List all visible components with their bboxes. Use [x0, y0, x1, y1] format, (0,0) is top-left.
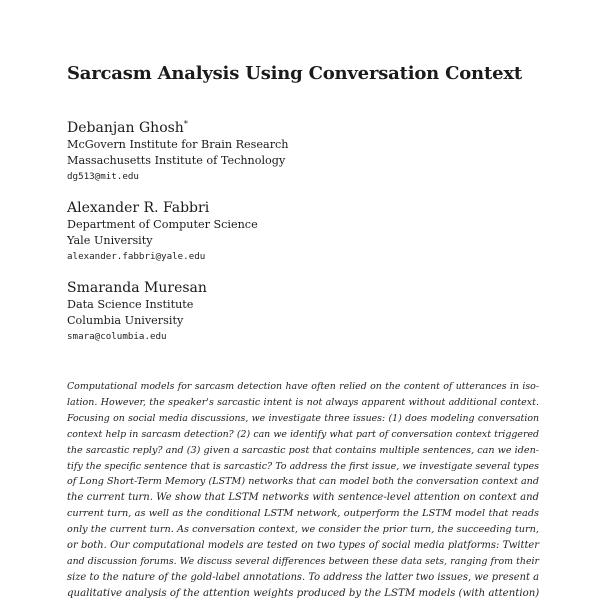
- author-name-text: Smaranda Muresan: [67, 280, 207, 296]
- author-email: alexander.fabbri@yale.edu: [67, 251, 206, 262]
- abstract-line: qualitative analysis of the attention weights produced by the LSTM models (with attention): [67, 587, 540, 599]
- author-affiliation: Department of Computer Science: [67, 218, 258, 231]
- abstract-line: lation. However, the speaker's sarcastic intent is not always apparent without additional context.: [67, 396, 539, 408]
- paper-title: Sarcasm Analysis Using Conversation Context: [67, 63, 522, 84]
- author-affiliation: Data Science Institute: [67, 298, 194, 311]
- author-affiliation: McGovern Institute for Brain Research: [67, 138, 289, 151]
- abstract-line: only the current turn. As conversation context, we consider the prior turn, the succeeding turn,: [67, 524, 539, 536]
- abstract-line: size to the nature of the gold-label annotations. To address the latter two issues, we present a: [67, 571, 539, 583]
- author-block: [67, 199, 258, 264]
- footnote-mark: *: [183, 119, 188, 129]
- abstract-line: Focusing on social media discussions, we investigate three issues: (1) does modeling conversation: [67, 412, 539, 424]
- author-name-text: Debanjan Ghosh: [67, 120, 184, 136]
- author-email: dg513@mit.edu: [67, 171, 139, 182]
- abstract-line: of Long Short-Term Memory (LSTM) networks that can model both the conversation context and: [67, 476, 539, 488]
- author-name-text: Alexander R. Fabbri: [67, 200, 210, 216]
- abstract-line: the sarcastic reply? and (3) given a sarcastic post that contains multiple sentences, can we iden-: [67, 444, 539, 456]
- author-block: [67, 279, 207, 344]
- author-affiliation: Columbia University: [67, 314, 184, 327]
- abstract-line: Computational models for sarcasm detection have often relied on the content of utterances in iso-: [67, 381, 539, 392]
- author-affiliation: Massachusetts Institute of Technology: [67, 154, 286, 167]
- abstract-line: or both. Our computational models are tested on two types of social media platforms: Twitter: [67, 540, 539, 552]
- abstract-line: context help in sarcasm detection? (2) can we identify what part of conversation context triggered: [67, 428, 539, 440]
- author-affiliation: Yale University: [67, 234, 153, 247]
- author-block: [67, 119, 289, 184]
- author-name: [67, 279, 207, 297]
- abstract-line: and discussion forums. We discuss several differences between these data sets, ranging from their: [67, 555, 539, 567]
- abstract: [67, 379, 539, 600]
- author-email: smara@columbia.edu: [67, 331, 167, 342]
- abstract-line: tify the specific sentence that is sarcastic? To address the first issue, we investigate several types: [67, 460, 539, 472]
- author-name: [67, 119, 289, 137]
- abstract-line: current turn, as well as the conditional LSTM network, outperform the LSTM model that reads: [67, 508, 539, 520]
- author-name: [67, 199, 258, 217]
- abstract-line: the current turn. We show that LSTM networks with sentence-level attention on context and: [67, 492, 539, 504]
